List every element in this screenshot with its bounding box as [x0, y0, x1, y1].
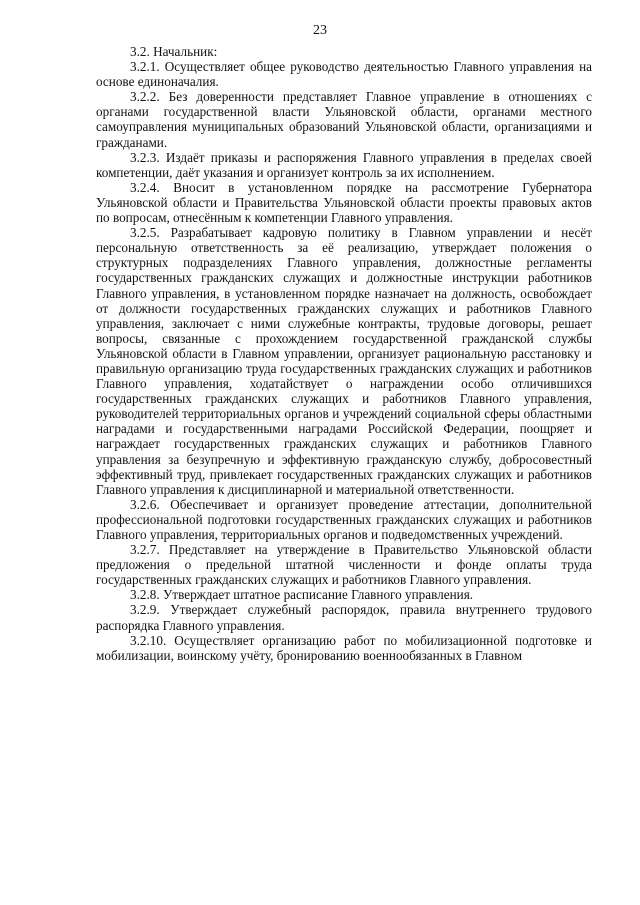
paragraph-3-2-6: 3.2.6. Обеспечивает и организует проведение аттестации, дополнительной профессиональной подготовки государственных гражданских служащих и работников Главного управления, территориальных органов и подведомственных учреждений.: [96, 496, 592, 542]
document-body: [96, 44, 592, 663]
paragraph-3-2-7: 3.2.7. Представляет на утверждение в Правительство Ульяновской области предложения о предельной штатной численности и фонде оплаты труда государственных гражданских служащих и работников Главного управления.: [96, 542, 592, 588]
paragraph-3-2-5: 3.2.5. Разрабатывает кадровую политику в Главном управлении и несёт персональную ответственность за её реализацию, утверждает положения о структурных подразделениях Главного управления, должностные регламенты государственных гражданских служащих и должностные инструкции работников Главного управления, в установленном порядке назначает на должность, освобождает от должности государственных гражданских служащих и работников Главного управления, заключает с ними служебные контракты, трудовые договоры, решает вопросы, связанные с прохождением государственной гражданской службы Ульяновской области в Главном управлении, организует рациональную расстановку и правильную организацию труда государственных гражданских служащих и работников Главного управления, ходатайствует о награждении особо отличившихся государственных гражданских служащих и работников Главного управления, руководителей территориальных органов и учреждений социальной сферы областными наградами и государственными наградами Российской Федерации, поощряет и награждает государственных гражданских служащих и работников Главного управления за безупречную и эффективную гражданскую службу, добросовестный эффективный труд, привлекает государственных гражданских служащих и работников Главного управления к дисциплинарной и материальной ответственности.: [96, 225, 592, 497]
paragraph-3-2-2: 3.2.2. Без доверенности представляет Главное управление в отношениях с органами государственной власти Ульяновской области, органами местного самоуправления муниципальных образований Ульяновской области, организациями и гражданами.: [96, 89, 592, 150]
paragraph-3-2-10: 3.2.10. Осуществляет организацию работ по мобилизационной подготовке и мобилизации, воинскому учёту, бронированию военнообязанных в Главном: [96, 632, 592, 663]
paragraph-3-2-9: 3.2.9. Утверждает служебный распорядок, правила внутреннего трудового распорядка Главного управления.: [96, 602, 592, 633]
page-number: 23: [313, 23, 327, 38]
paragraph-3-2: 3.2. Начальник:: [130, 44, 218, 59]
paragraph-3-2-4: 3.2.4. Вносит в установленном порядке на рассмотрение Губернатора Ульяновской области и Правительства Ульяновской области проекты правовых актов по вопросам, отнесённым к компетенции Главного управления.: [96, 179, 592, 226]
paragraph-3-2-8: 3.2.8. Утверждает штатное расписание Главного управления.: [130, 587, 474, 603]
paragraph-3-2-1: 3.2.1. Осуществляет общее руководство деятельностью Главного управления на основе единоначалия.: [96, 59, 592, 90]
paragraph-3-2-3: 3.2.3. Издаёт приказы и распоряжения Главного управления в пределах своей компетенции, даёт указания и организует контроль за их исполнением.: [96, 149, 592, 180]
